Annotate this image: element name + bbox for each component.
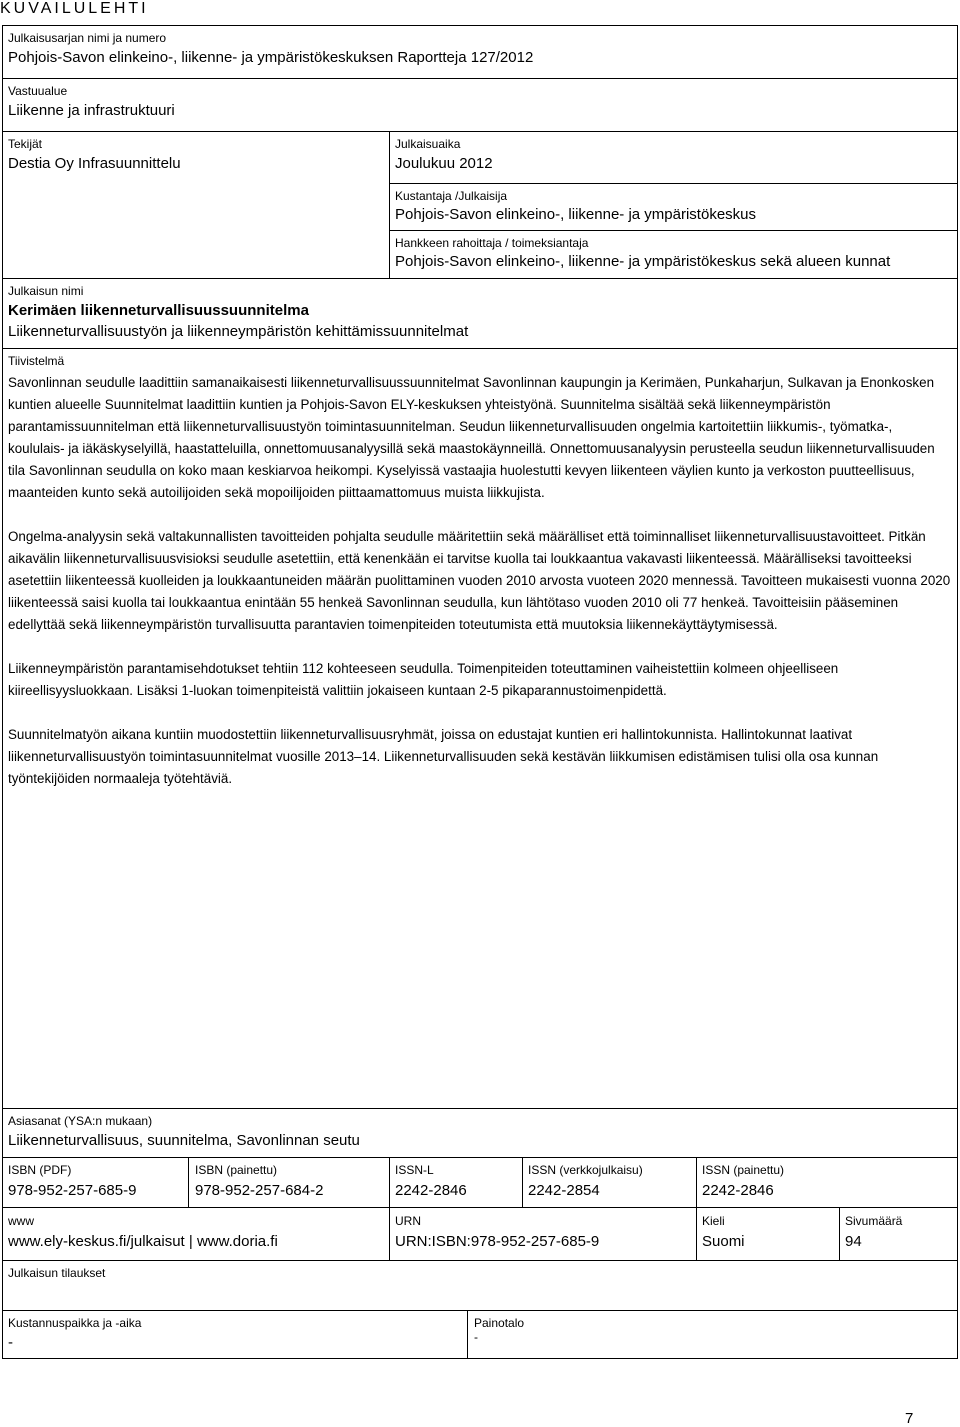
publisher-label: Kustantaja /Julkaisija (395, 189, 508, 203)
document-type-title: KUVAILULEHTI (0, 0, 149, 17)
series-label: Julkaisusarjan nimi ja numero (8, 31, 167, 45)
pub-date-label: Julkaisuaika (395, 137, 461, 151)
divider (2, 278, 957, 279)
divider (389, 183, 957, 184)
summary-text (8, 372, 952, 812)
frame-right-line (957, 25, 958, 1358)
divider (2, 348, 957, 349)
isbn-pdf-label: ISBN (PDF) (8, 1163, 72, 1177)
divider (389, 230, 957, 231)
publication-subtitle: Liikenneturvallisuustyön ja liikenneympäristön kehittämissuunnitelmat (8, 323, 469, 340)
column-divider (839, 1207, 840, 1260)
publication-title: Kerimäen liikenneturvallisuussuunnitelma (8, 302, 309, 319)
authors-label: Tekijät (8, 137, 43, 151)
printing-label: Painotalo (474, 1316, 525, 1330)
column-divider (522, 1157, 523, 1207)
pages-value: 94 (845, 1233, 862, 1250)
summary-paragraph: Ongelma-analyysin sekä valtakunnallisten tavoitteiden pohjalta seudulle määritettiin sekä määrälliset että toiminnalliset liikenneturvallisuustavoitteet. Pitkän aikavälin liikenneturvallisuusvisioksi seudulle asetettiin, että kenenkään ei tarvitse kuolla tai loukkaantua vakavasti liikenteessä. Määrälliseksi tavoitteeksi asetettiin liikenteessä kuolleiden ja loukkaantuneiden määrän puolittaminen vuoden 2010 arvosta vuoteen 2020 mennessä. Tavoitteen mukaisesti vuonna 2020 liikenteessä saisi kuolla tai loukkaantua enintään 55 henkeä Savonlinnan seudulla, kun lähtötaso vuoden 2010 oli 77 henkeä. Tavoitteisiin pääseminen edellyttää sekä liikenneympäristön turvallisuutta parantavien toimenpiteiden toteutumista että muutoksia liikennekäyttäytymisessä. (8, 529, 951, 632)
frame-left-line (2, 25, 3, 1358)
orders-label: Julkaisun tilaukset (8, 1266, 106, 1280)
www-label: www (8, 1214, 34, 1228)
authors-value: Destia Oy Infrasuunnittelu (8, 155, 181, 172)
isbn-print-value: 978-952-257-684-2 (195, 1182, 324, 1199)
divider (2, 1108, 957, 1109)
divider (2, 78, 957, 79)
page-number: 7 (905, 1410, 914, 1427)
pub-date-value: Joulukuu 2012 (395, 155, 493, 172)
divider (2, 1157, 957, 1158)
summary-label: Tiivistelmä (8, 354, 65, 368)
publisher-value: Pohjois-Savon elinkeino-, liikenne- ja ympäristökeskus (395, 206, 757, 223)
divider (2, 1260, 957, 1261)
isbn-pdf-value: 978-952-257-685-9 (8, 1182, 137, 1199)
urn-value: URN:ISBN:978-952-257-685-9 (395, 1233, 600, 1250)
issn-online-value: 2242-2854 (528, 1182, 600, 1199)
series-value: Pohjois-Savon elinkeino-, liikenne- ja ympäristökeskuksen Raportteja 127/2012 (8, 49, 534, 66)
issn-online-label: ISSN (verkkojulkaisu) (528, 1163, 643, 1177)
frame-top-line (2, 25, 957, 26)
area-value: Liikenne ja infrastruktuuri (8, 102, 175, 119)
language-value: Suomi (702, 1233, 745, 1250)
column-divider (389, 1157, 390, 1260)
column-divider (696, 1157, 697, 1260)
summary-paragraph: Suunnitelmatyön aikana kuntiin muodostettiin liikenneturvallisuusryhmät, joissa on edustajat kuntien eri hallintokunnista. Hallintokunnat laativat liikenneturvallisuustyön toimintasuunnitelmat vuosille 2013–14. Liikenneturvallisuuden sekä kestävän liikkumisen edistämisen tulisi olla osa kunnan työntekijöiden normaaleja työtehtäviä. (8, 727, 879, 786)
isbn-print-label: ISBN (painettu) (195, 1163, 278, 1177)
cost-center-value: - (8, 1334, 13, 1351)
issn-l-value: 2242-2846 (395, 1182, 467, 1199)
summary-paragraph: Liikenneympäristön parantamisehdotukset tehtiin 112 kohteeseen seudulla. Toimenpiteiden toteuttaminen vaiheistettiin kolmeen ohjeelliseen kiireellisyysluokkaan. Lisäksi 1-luokan toimenpiteistä valittiin jokaiseen kuntaan 2-5 pikaparannustoimenpidettä. (8, 661, 839, 698)
printing-value: - (474, 1330, 478, 1344)
keywords-value: Liikenneturvallisuus, suunnitelma, Savonlinnan seutu (8, 1132, 360, 1149)
divider (2, 1207, 957, 1208)
summary-paragraph: Savonlinnan seudulle laadittiin samanaikaisesti liikenneturvallisuussuunnitelmat Savonlinnan kaupungin ja Kerimäen, Punkaharjun, Sulkavan ja Enonkosken kuntien alueelle Suunnitelmat laadittiin kuntien ja Pohjois-Savon ELY-keskuksen yhteistyönä. Suunnitelma sisältää sekä liikenneympäristön parantamissuunnitelman että liikenneturvallisuustyön toimintasuunnitelman. Seudun liikenneturvallisuuden ongelmia kartoitettiin liikkumis-, työmatka-, koululais- ja iäkäskyselyillä, haastatteluilla, onnettomuusanalyysillä sekä maastokäynneillä. Onnettomuusanalyysin perusteella seudun liikenneturvallisuuden tila Savonlinnan seudulla on koko maan keskiarvoa heikompi. Kyselyissä vastaajia huolestutti kevyen liikenteen väylien kunto ja verkoston puutteellisuus, maanteiden kunto sekä autoilijoiden sekä mopoilijoiden piittaamattomuus muista liikkujista. (8, 375, 935, 500)
divider (2, 1310, 957, 1311)
column-divider (188, 1157, 189, 1207)
language-label: Kieli (702, 1214, 725, 1228)
www-link[interactable]: www.ely-keskus.fi/julkaisut | www.doria.fi (8, 1233, 278, 1250)
pages-label: Sivumäärä (845, 1214, 903, 1228)
issn-l-label: ISSN-L (395, 1163, 434, 1177)
area-label: Vastuualue (8, 84, 68, 98)
funder-label: Hankkeen rahoittaja / toimeksiantaja (395, 236, 589, 250)
column-divider (467, 1310, 468, 1358)
frame-bottom-line (2, 1358, 958, 1359)
column-divider (389, 131, 390, 279)
issn-print-label: ISSN (painettu) (702, 1163, 785, 1177)
title-label: Julkaisun nimi (8, 284, 84, 298)
cost-center-label: Kustannuspaikka ja -aika (8, 1316, 142, 1330)
keywords-label: Asiasanat (YSA:n mukaan) (8, 1114, 153, 1128)
issn-print-value: 2242-2846 (702, 1182, 774, 1199)
urn-label: URN (395, 1214, 421, 1228)
divider (2, 131, 957, 132)
funder-value: Pohjois-Savon elinkeino-, liikenne- ja ympäristökeskus sekä alueen kunnat (395, 253, 891, 270)
